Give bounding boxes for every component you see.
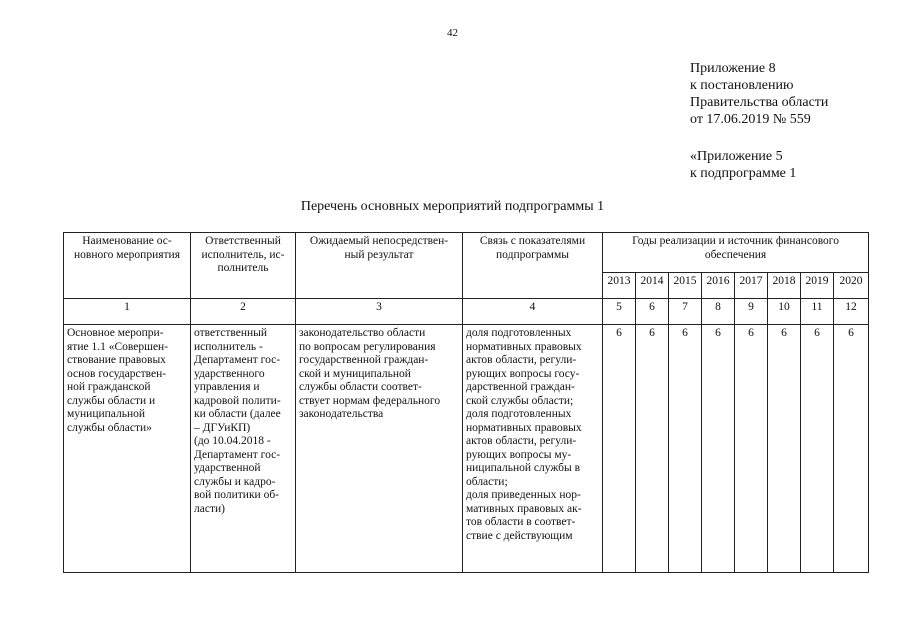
- column-number: 7: [669, 299, 702, 325]
- year-value-cell: 6: [636, 325, 669, 573]
- year-value-cell: 6: [735, 325, 768, 573]
- year-value-cell: 6: [603, 325, 636, 573]
- activity-name-cell: Основное меропри- ятие 1.1 «Совершен- ствование правовых основ государствен- ной гражданской службы области и муниципальной службы области»: [64, 325, 191, 573]
- expected-result-cell: законодательство области по вопросам регулирования государственной граждан- ской и муниципальной службы области соответ- ствует нормам федерального законодательства: [296, 325, 463, 573]
- column-number: 9: [735, 299, 768, 325]
- activities-table: [63, 232, 869, 573]
- year-cell: 2014: [636, 273, 669, 299]
- year-cell: 2013: [603, 273, 636, 299]
- table-row: [64, 325, 869, 573]
- column-number: 2: [191, 299, 296, 325]
- year-value-cell: 6: [669, 325, 702, 573]
- column-number: 5: [603, 299, 636, 325]
- header-activity-name: Наименование ос- новного мероприятия: [64, 233, 191, 299]
- column-number: 8: [702, 299, 735, 325]
- appendix-block: Приложение 8 к постановлению Правительства области от 17.06.2019 № 559: [690, 61, 829, 127]
- appendix-sub-block: «Приложение 5 к подпрограмме 1: [690, 149, 797, 181]
- year-value-cell: 6: [834, 325, 869, 573]
- year-value-cell: 6: [768, 325, 801, 573]
- header-responsible: Ответственный исполнитель, ис- полнитель: [191, 233, 296, 299]
- header-row: [64, 233, 869, 273]
- column-number: 10: [768, 299, 801, 325]
- column-number: 3: [296, 299, 463, 325]
- column-number: 4: [463, 299, 603, 325]
- column-number: 12: [834, 299, 869, 325]
- column-number: 6: [636, 299, 669, 325]
- header-years-group: Годы реализации и источник финансового обеспечения: [603, 233, 869, 273]
- column-number: 11: [801, 299, 834, 325]
- responsible-cell: ответственный исполнитель - Департамент гос- ударственного управления и кадровой полити- ки области (далее – ДГУиКП) (до 10.04.2018 - Департамент гос- ударственной службы и кадро- вой политики об- ласти): [191, 325, 296, 573]
- header-expected-result: Ожидаемый непосредствен- ный результат: [296, 233, 463, 299]
- year-cell: 2015: [669, 273, 702, 299]
- year-cell: 2020: [834, 273, 869, 299]
- page-number: 42: [447, 27, 458, 39]
- indicator-link-cell: доля подготовленных нормативных правовых актов области, регули- рующих вопросы госу- дарственной граждан- ской службы области; доля подготовленных нормативных правовых актов области, регули- рующих вопросы му- ниципальной службы в области; доля приведенных нор- мативных правовых ак- тов области в соответ- ствие с действующим: [463, 325, 603, 573]
- year-cell: 2018: [768, 273, 801, 299]
- document-title: Перечень основных мероприятий подпрограммы 1: [300, 199, 605, 214]
- year-cell: 2016: [702, 273, 735, 299]
- year-cell: 2017: [735, 273, 768, 299]
- column-numbers-row: [64, 299, 869, 325]
- column-number: 1: [64, 299, 191, 325]
- year-value-cell: 6: [702, 325, 735, 573]
- header-indicator-link: Связь с показателями подпрограммы: [463, 233, 603, 299]
- year-cell: 2019: [801, 273, 834, 299]
- year-value-cell: 6: [801, 325, 834, 573]
